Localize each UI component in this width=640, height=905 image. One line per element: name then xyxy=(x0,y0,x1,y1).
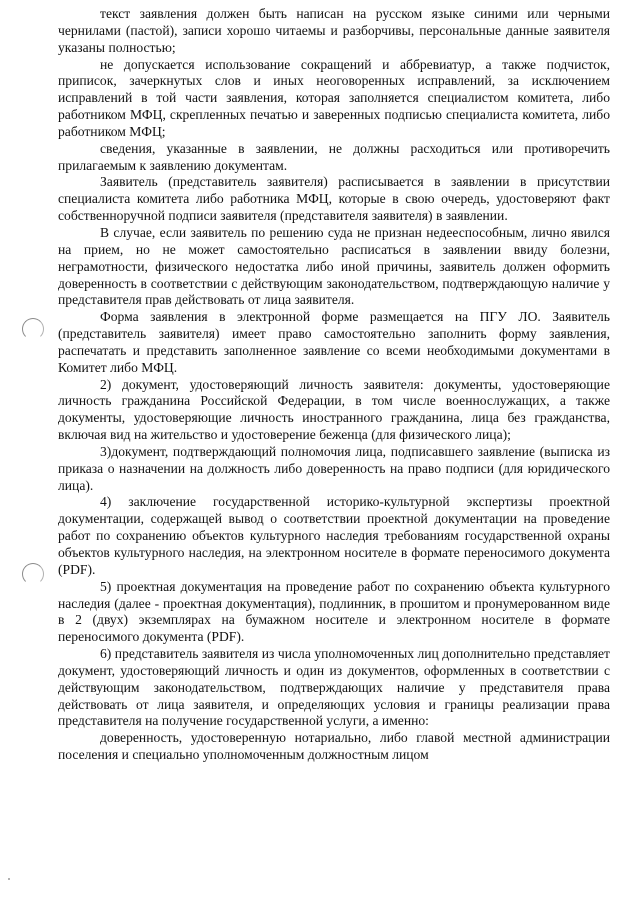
paragraph-item-4: 4) заключение государственной историко-культурной экспертизы проектной документации, содержащей вывод о соответствии проектной документации на проведение работ по сохранению объектов культурного наследия требованиям государственной охраны объектов культурного наследия, на электронном носителе в формате переносимого документа (PDF). xyxy=(58,494,610,577)
paragraph-item-6: 6) представитель заявителя из числа уполномоченных лиц дополнительно представляет документ, удостоверяющий личность и один из документов, оформленных в соответствии с действующим законодательством, подтверждающих наличие у представителя права действовать от лица заявителя, и определяющих условия и границы реализации права представителя на получение государственной услуги, а именно: xyxy=(58,646,610,729)
paragraph-item-5: 5) проектная документация на проведение работ по сохранению объекта культурного наследия (далее - проектная документация), подлинник, в прошитом и пронумерованном виде в 2 (двух) экземплярах на бумажном носителе и электронном носителе в формате переносимого документа (PDF). xyxy=(58,578,610,645)
paragraph-no-abbreviations: не допускается использование сокращений и аббревиатур, а также подчисток, приписок, зачеркнутых слов и иных неоговоренных исправлений, за исключением исправлений в той части заявления, которая заполняется специалистом комитета, либо работником МФЦ, скрепленных печатью и заверенных подписью специалиста комитета, либо работником МФЦ; xyxy=(58,56,610,139)
paragraph-item-2: 2) документ, удостоверяющий личность заявителя: документы, удостоверяющие личность гражданина Российской Федерации, в том числе военнослужащих, а также документы, удостоверяющие личность иностранного гражданина, лица без гражданства, включая вид на жительство и удостоверение беженца (для физического лица); xyxy=(58,376,610,443)
paragraph-electronic-form: Форма заявления в электронной форме размещается на ПГУ ЛО. Заявитель (представитель заявителя) имеет право самостоятельно заполнить форму заявления, распечатать и представить заполненное заявление со всеми необходимыми документами в Комитет либо МФЦ. xyxy=(58,309,610,375)
scan-speck xyxy=(8,878,10,880)
paragraph-power-of-attorney: В случае, если заявитель по решению суда не признан недееспособным, лично явился на прием, но не может самостоятельно расписаться в заявлении ввиду болезни, неграмотности, физического недостатка либо иной причины, заявитель должен оформить доверенность в соответствии с действующим законодательством, подтверждающую наличие у представителя прав действовать от лица заявителя. xyxy=(58,224,610,308)
paragraph-consistency: сведения, указанные в заявлении, не должны расходиться или противоречить прилагаемым к заявлению документам. xyxy=(58,140,610,173)
document-body xyxy=(58,6,610,764)
paragraph-notarized: доверенность, удостоверенную нотариально, либо главой местной администрации поселения и специально уполномоченным должностным лицом xyxy=(58,730,610,763)
punch-hole-icon xyxy=(22,563,44,585)
paragraph-signature: Заявитель (представитель заявителя) расписывается в заявлении в присутствии специалиста комитета либо работника МФЦ, которые в свою очередь, удостоверяют факт собственноручной подписи заявителя (представителя заявителя) в заявлении. xyxy=(58,174,610,224)
paragraph-item-3: 3)документ, подтверждающий полномочия лица, подписавшего заявление (выписка из приказа о назначении на должность либо доверенность на право подписи (для юридического лица). xyxy=(58,443,610,493)
paragraph-text-requirements: текст заявления должен быть написан на русском языке синими или черными чернилами (пастой), записи хорошо читаемы и разборчивы, персональные данные заявителя указаны полностью; xyxy=(58,6,610,55)
punch-hole-icon xyxy=(22,318,44,340)
